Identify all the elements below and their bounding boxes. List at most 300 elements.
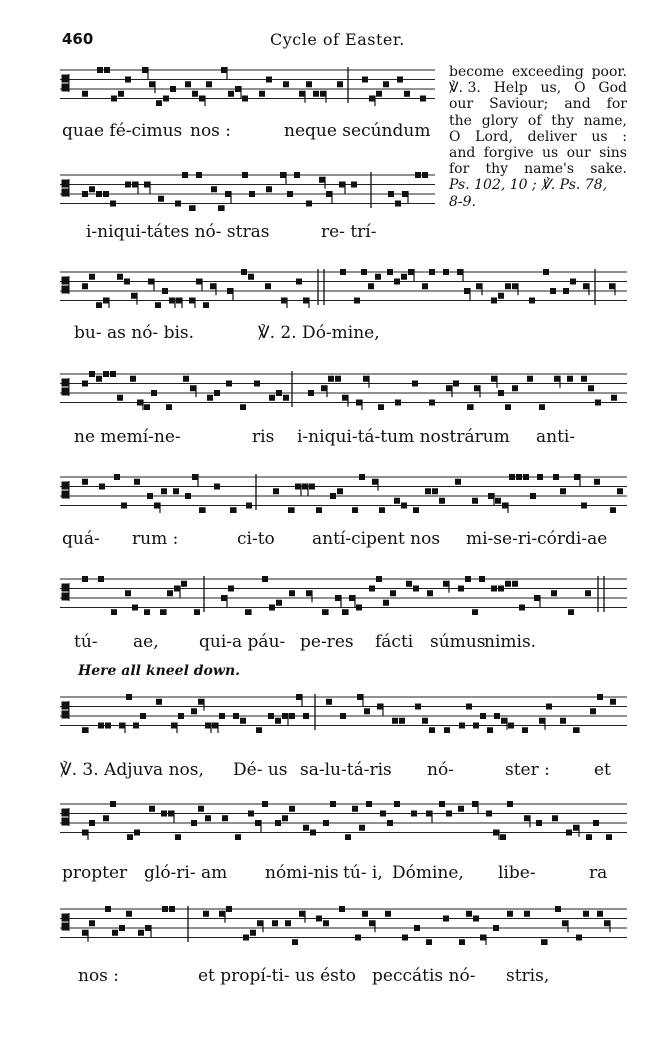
chant-staff xyxy=(60,905,627,945)
neume xyxy=(296,279,302,285)
neume xyxy=(554,376,560,382)
neume xyxy=(429,269,435,275)
neume xyxy=(576,935,582,941)
neume xyxy=(597,694,603,700)
neume xyxy=(323,920,329,926)
neume xyxy=(161,488,167,494)
neume xyxy=(422,172,428,178)
neume xyxy=(493,925,499,931)
neume xyxy=(248,811,254,817)
neume xyxy=(110,371,116,377)
neume xyxy=(82,479,88,485)
neume xyxy=(198,699,204,705)
neume xyxy=(453,381,459,387)
neume xyxy=(392,718,398,724)
neume xyxy=(103,371,109,377)
neume xyxy=(196,279,202,285)
neume xyxy=(375,274,381,280)
lyric-segment: stris, xyxy=(506,966,550,986)
neume xyxy=(151,390,157,396)
neume xyxy=(137,400,143,406)
page-number: 460 xyxy=(62,30,94,48)
neume xyxy=(610,699,616,705)
neume xyxy=(354,298,360,304)
neume xyxy=(174,586,180,592)
lyric-segment: mi-se-ri-córdi-ae xyxy=(466,529,608,549)
lyric-segment: nimis. xyxy=(484,632,537,652)
neume xyxy=(222,815,228,821)
neume xyxy=(368,283,374,289)
neume xyxy=(588,385,594,391)
chant-staff xyxy=(60,575,627,615)
neume xyxy=(82,727,88,733)
neume xyxy=(523,474,529,480)
neume xyxy=(464,288,470,294)
neume xyxy=(583,283,589,289)
lyric-segment: antí-cipent nos xyxy=(312,529,441,549)
neume xyxy=(488,493,494,499)
lyric-segment: i-niqui-tátes nó- stras xyxy=(86,222,270,242)
neume xyxy=(233,713,239,719)
lyric-segment: bu- as nó- bis. xyxy=(74,323,195,343)
neume xyxy=(493,830,499,836)
neume xyxy=(505,283,511,289)
neume xyxy=(439,801,445,807)
neume xyxy=(439,498,445,504)
neume xyxy=(426,811,432,817)
neume xyxy=(156,699,162,705)
neume xyxy=(185,81,191,87)
neume xyxy=(429,400,435,406)
neume xyxy=(494,713,500,719)
neume xyxy=(103,191,109,197)
neume xyxy=(551,590,557,596)
neume xyxy=(507,801,513,807)
lyric-segment: ra xyxy=(589,863,608,883)
neume xyxy=(385,911,391,917)
neume xyxy=(282,815,288,821)
side-line: our Saviour; and for xyxy=(449,96,627,113)
neume xyxy=(594,479,600,485)
neume xyxy=(242,96,248,102)
neume xyxy=(306,590,312,596)
neume xyxy=(114,474,120,480)
neume xyxy=(597,911,603,917)
neume xyxy=(429,727,435,733)
neume xyxy=(413,507,419,513)
neume xyxy=(458,806,464,812)
do-clef-icon xyxy=(62,378,69,396)
neume xyxy=(183,376,189,382)
neume xyxy=(242,172,248,178)
neume xyxy=(248,274,254,280)
neume xyxy=(340,713,346,719)
lyric-segment: Dómine, xyxy=(392,863,464,883)
lyric-segment: ae, xyxy=(133,632,159,652)
neume xyxy=(169,298,175,304)
neume xyxy=(130,376,136,382)
neume xyxy=(401,274,407,280)
neume xyxy=(380,811,386,817)
lyric-segment: ne memí-ne- xyxy=(74,427,181,447)
neume xyxy=(167,590,173,596)
neume xyxy=(162,906,168,912)
neume xyxy=(287,191,293,197)
side-line: the glory of thy name, xyxy=(449,112,627,129)
neume xyxy=(387,269,393,275)
lyric-segment: pe-res xyxy=(300,632,354,652)
neume xyxy=(590,708,596,714)
neume xyxy=(581,503,587,509)
neume xyxy=(399,718,405,724)
neume xyxy=(289,806,295,812)
neume xyxy=(214,390,220,396)
neume xyxy=(412,381,418,387)
neume xyxy=(476,283,482,289)
neume xyxy=(155,302,161,308)
neume xyxy=(221,67,227,73)
neume xyxy=(550,288,556,294)
neume xyxy=(339,182,345,188)
neume xyxy=(402,191,408,197)
neume xyxy=(162,288,168,294)
neume xyxy=(516,474,522,480)
neume xyxy=(369,920,375,926)
neume xyxy=(154,503,160,509)
do-clef-icon xyxy=(62,913,69,931)
neume xyxy=(472,498,478,504)
neume xyxy=(357,694,363,700)
neume xyxy=(295,484,301,490)
neume xyxy=(388,191,394,197)
neume xyxy=(507,911,513,917)
neume xyxy=(110,201,116,207)
neume xyxy=(117,274,123,280)
neume xyxy=(356,400,362,406)
neume xyxy=(383,600,389,606)
neume xyxy=(96,302,102,308)
neume xyxy=(411,811,417,817)
neume xyxy=(275,820,281,826)
neume xyxy=(196,172,202,178)
neume xyxy=(299,91,305,97)
lyric-segment: nó- xyxy=(427,760,454,780)
neume xyxy=(320,91,326,97)
neume xyxy=(610,507,616,513)
neume xyxy=(508,723,514,729)
neume xyxy=(369,96,375,102)
neume xyxy=(524,815,530,821)
neume xyxy=(568,609,574,615)
neume xyxy=(82,91,88,97)
neume xyxy=(383,81,389,87)
neume xyxy=(166,404,172,410)
neume xyxy=(604,920,610,926)
lyric-segment: i-niqui-tá-tum nostrárum xyxy=(297,427,510,447)
neume xyxy=(539,404,545,410)
do-clef-icon xyxy=(62,276,69,294)
neume xyxy=(321,385,327,391)
neume xyxy=(501,718,507,724)
neume xyxy=(372,479,378,485)
neume xyxy=(97,67,103,73)
neume xyxy=(240,404,246,410)
chant-staff xyxy=(60,370,627,410)
neume xyxy=(422,283,428,289)
neume xyxy=(218,205,224,211)
neume xyxy=(269,395,275,401)
neume xyxy=(235,834,241,840)
neume xyxy=(330,801,336,807)
neume xyxy=(134,479,140,485)
neume xyxy=(349,595,355,601)
neume xyxy=(319,177,325,183)
neume xyxy=(140,713,146,719)
neume xyxy=(96,376,102,382)
lyric-segment: sa-lu-tá-ris xyxy=(300,760,392,780)
neume xyxy=(124,279,130,285)
neume xyxy=(555,906,561,912)
do-clef-icon xyxy=(62,701,69,719)
neume xyxy=(487,727,493,733)
lyric-segment: nos : xyxy=(190,121,232,141)
neume xyxy=(308,390,314,396)
neume xyxy=(335,376,341,382)
chant-staff xyxy=(60,268,627,308)
neume xyxy=(228,586,234,592)
neume xyxy=(444,727,450,733)
neume xyxy=(326,191,332,197)
neume xyxy=(182,172,188,178)
neume xyxy=(581,376,587,382)
neume xyxy=(205,723,211,729)
do-clef-icon xyxy=(62,179,69,197)
neume xyxy=(111,609,117,615)
neume xyxy=(207,395,213,401)
neume xyxy=(203,302,209,308)
neume xyxy=(282,713,288,719)
neume xyxy=(125,77,131,83)
neume xyxy=(173,488,179,494)
neume xyxy=(126,911,132,917)
neume xyxy=(472,609,478,615)
neume xyxy=(446,385,452,391)
neume xyxy=(560,488,566,494)
lyric-segment: peccátis nó- xyxy=(372,966,476,986)
lyric-segment: súmus xyxy=(430,632,486,652)
chant-staff xyxy=(60,800,627,840)
neume xyxy=(432,488,438,494)
neume xyxy=(262,801,268,807)
neume xyxy=(351,182,357,188)
neume xyxy=(268,713,274,719)
neume xyxy=(443,581,449,587)
neume xyxy=(498,293,504,299)
neume xyxy=(606,834,612,840)
neume xyxy=(352,507,358,513)
lyric-segment: re- trí- xyxy=(321,222,377,242)
neume xyxy=(226,381,232,387)
neume xyxy=(573,727,579,733)
neume xyxy=(118,91,124,97)
neume xyxy=(414,925,420,931)
neume xyxy=(342,609,348,615)
neume xyxy=(570,279,576,285)
neume xyxy=(131,293,137,299)
neume xyxy=(219,911,225,917)
neume xyxy=(536,820,542,826)
neume xyxy=(289,713,295,719)
lyric-segment: libe- xyxy=(498,863,536,883)
neume xyxy=(593,820,599,826)
neume xyxy=(272,920,278,926)
neume xyxy=(369,586,375,592)
neume xyxy=(394,498,400,504)
neume xyxy=(203,911,209,917)
neume xyxy=(144,404,150,410)
neume xyxy=(210,283,216,289)
neume xyxy=(82,191,88,197)
neume xyxy=(595,400,601,406)
neume xyxy=(198,806,204,812)
neume xyxy=(212,723,218,729)
neume xyxy=(254,381,260,387)
neume xyxy=(250,930,256,936)
neume xyxy=(257,920,263,926)
side-line: for thy name's sake. xyxy=(449,161,627,178)
neume xyxy=(563,288,569,294)
neume xyxy=(82,381,88,387)
lyric-segment: et xyxy=(594,760,611,780)
neume xyxy=(273,488,279,494)
neume xyxy=(359,474,365,480)
neume xyxy=(194,609,200,615)
rubric: Here all kneel down. xyxy=(78,663,240,679)
neume xyxy=(617,488,623,494)
neume xyxy=(586,834,592,840)
side-line: O Lord, deliver us : xyxy=(449,128,627,145)
neume xyxy=(276,390,282,396)
neume xyxy=(134,830,140,836)
neume xyxy=(546,704,552,710)
neume xyxy=(158,196,164,202)
neume xyxy=(283,81,289,87)
chant-staff xyxy=(60,473,627,513)
lyric-segment: ris xyxy=(252,427,275,447)
neume xyxy=(176,298,182,304)
neume xyxy=(326,699,332,705)
neume xyxy=(303,825,309,831)
neume xyxy=(249,191,255,197)
neume xyxy=(235,86,241,92)
side-line: and forgive us our sins xyxy=(449,145,627,162)
neume xyxy=(191,708,197,714)
neume xyxy=(425,488,431,494)
neume xyxy=(265,283,271,289)
neume xyxy=(574,474,580,480)
neume xyxy=(427,590,433,596)
neume xyxy=(466,704,472,710)
neume xyxy=(473,916,479,922)
neume xyxy=(110,801,116,807)
neume xyxy=(89,274,95,280)
neume xyxy=(214,484,220,490)
neume xyxy=(512,385,518,391)
neume xyxy=(144,182,150,188)
neume xyxy=(552,815,558,821)
neume xyxy=(443,916,449,922)
neume xyxy=(543,269,549,275)
neume xyxy=(256,727,262,733)
neume xyxy=(539,718,545,724)
neume xyxy=(175,834,181,840)
neume xyxy=(299,911,305,917)
neume xyxy=(310,830,316,836)
neume xyxy=(125,182,131,188)
lyric-segment: quá- xyxy=(62,529,100,549)
lyric-segment: ℣. 2. Dó-mine, xyxy=(258,323,380,343)
neume xyxy=(144,609,150,615)
chant-staff xyxy=(60,171,435,211)
side-line: become exceeding poor. xyxy=(449,64,627,80)
neume xyxy=(226,906,232,912)
neume xyxy=(133,723,139,729)
neume xyxy=(199,507,205,513)
neume xyxy=(345,834,351,840)
neume xyxy=(230,507,236,513)
neume xyxy=(280,172,286,178)
neume xyxy=(340,269,346,275)
neume xyxy=(524,911,530,917)
neume xyxy=(303,713,309,719)
side-reference: 8-9. xyxy=(449,193,476,210)
neume xyxy=(132,605,138,611)
neume xyxy=(322,609,328,615)
neume xyxy=(562,920,568,926)
running-title: Cycle of Easter. xyxy=(270,30,405,49)
neume xyxy=(105,723,111,729)
neume xyxy=(98,723,104,729)
neume xyxy=(104,67,110,73)
neume xyxy=(199,96,205,102)
neume xyxy=(189,205,195,211)
neume xyxy=(512,283,518,289)
neume xyxy=(240,718,246,724)
neume xyxy=(316,916,322,922)
neume xyxy=(406,581,412,587)
side-translation xyxy=(449,64,627,210)
neume xyxy=(306,201,312,207)
neume xyxy=(82,576,88,582)
do-clef-icon xyxy=(62,808,69,826)
lyric-segment: nómi-nis xyxy=(265,863,339,883)
neume xyxy=(246,503,252,509)
neume xyxy=(227,288,233,294)
neume xyxy=(89,371,95,377)
neume xyxy=(566,830,572,836)
neume xyxy=(379,507,385,513)
neume xyxy=(553,474,559,480)
neume xyxy=(519,605,525,611)
neume xyxy=(192,474,198,480)
neume xyxy=(455,479,461,485)
neume xyxy=(397,77,403,83)
neume xyxy=(163,96,169,102)
neume xyxy=(352,806,358,812)
lyric-segment: Dé- us xyxy=(233,760,288,780)
neume xyxy=(283,395,289,401)
neume xyxy=(309,484,315,490)
